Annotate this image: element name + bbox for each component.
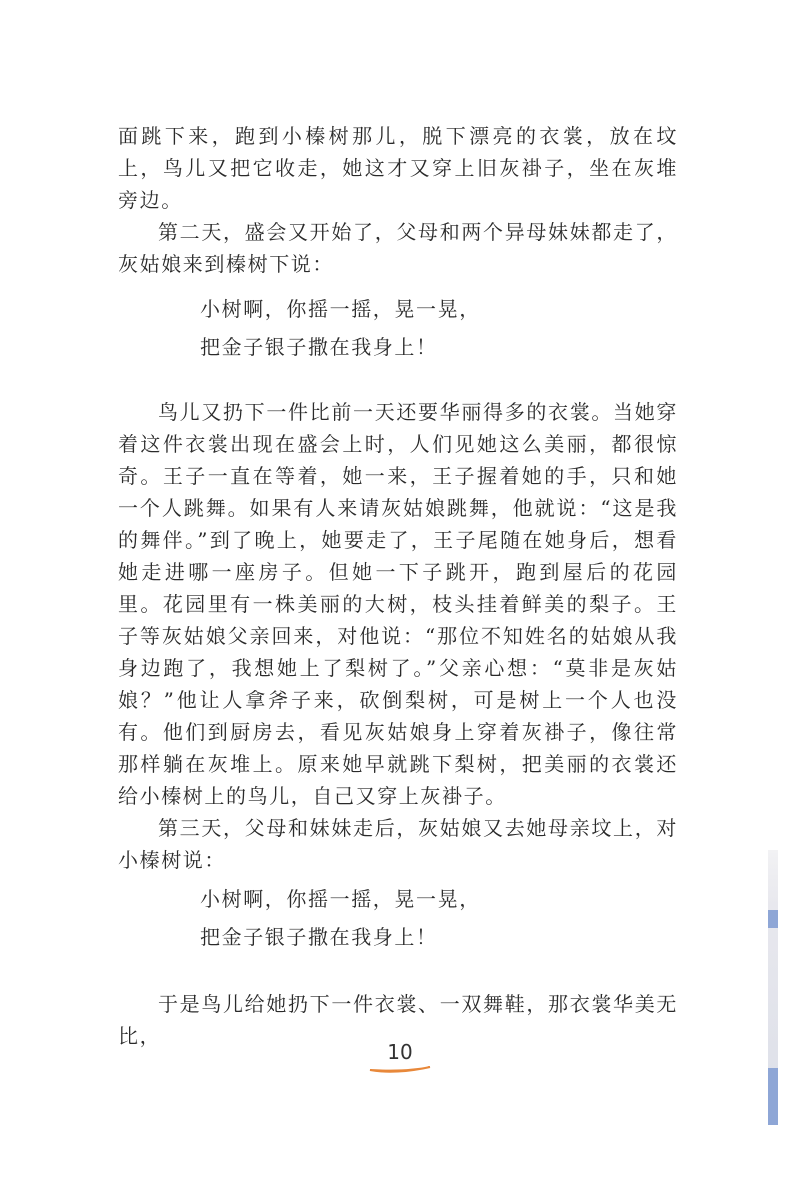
poem-line: 小树啊，你摇一摇，晃一晃， xyxy=(200,887,481,911)
text-section-top xyxy=(118,120,678,280)
paragraph: 于是鸟儿给她扔下一件衣裳、一双舞鞋，那衣裳华美无比， xyxy=(118,992,678,1048)
page-footer xyxy=(360,1040,440,1080)
poem-verse xyxy=(200,290,481,366)
book-edge-tab-marks xyxy=(768,850,778,1125)
poem-line: 小树啊，你摇一摇，晃一晃， xyxy=(200,297,481,321)
paragraph: 第二天，盛会又开始了，父母和两个异母妹妹都走了，灰姑娘来到榛树下说： xyxy=(118,220,678,276)
paragraph: 鸟儿又扔下一件比前一天还要华丽得多的衣裳。当她穿着这件衣裳出现在盛会上时，人们见她这么美丽，都很惊奇。王子一直在等着，她一来，王子握着她的手，只和她一个人跳舞。如果有人来请灰姑娘跳舞，他就说：“这是我的舞伴。”到了晚上，她要走了，王子尾随在她身后，想看她走进哪一座房子。但她一下子跳开，跑到屋后的花园里。花园里有一株美丽的大树，枝头挂着鲜美的梨子。王子等灰姑娘父亲回来，对他说：“那位不知姓名的姑娘从我身边跑了，我想她上了梨树了。”父亲心想：“莫非是灰姑娘？”他让人拿斧子来，砍倒梨树，可是树上一个人也没有。他们到厨房去，看见灰姑娘身上穿着灰褂子，像往常那样躺在灰堆上。原来她早就跳下梨树，把美丽的衣裳还给小榛树上的鸟儿，自己又穿上灰褂子。 xyxy=(118,400,678,808)
paragraph: 第三天，父母和妹妹走后，灰姑娘又去她母亲坟上，对小榛树说： xyxy=(118,816,678,872)
poem-verse xyxy=(200,880,481,956)
poem-line: 把金子银子撒在我身上！ xyxy=(200,335,438,359)
paragraph: 面跳下来，跑到小榛树那儿，脱下漂亮的衣裳，放在坟上，鸟儿又把它收走，她这才又穿上旧灰褂子，坐在灰堆旁边。 xyxy=(118,124,678,212)
text-section-middle xyxy=(118,396,678,876)
page-number: 10 xyxy=(387,1040,413,1064)
page-number-underline-swoosh xyxy=(368,1064,432,1074)
poem-line: 把金子银子撒在我身上！ xyxy=(200,925,438,949)
